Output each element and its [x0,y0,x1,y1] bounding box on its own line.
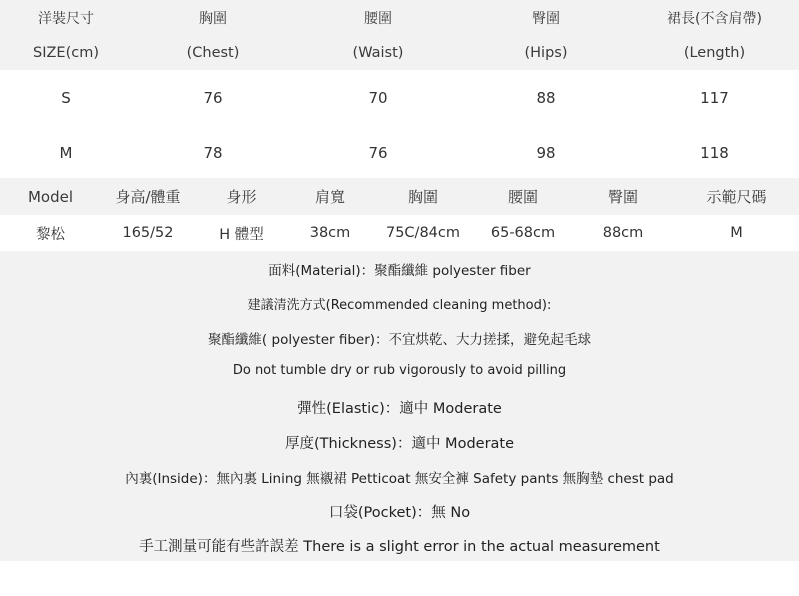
header-cell: SIZE(cm) [33,45,99,61]
header-cell: 裙長(不含肩帶) [667,11,762,27]
table-cell: 88cm [602,225,644,241]
product-info-block [0,251,799,561]
material-line: 面料(Material)：聚酯纖維 polyester fiber [268,263,531,279]
table-cell: 118 [700,143,729,162]
cleaning-en-line: Do not tumble dry or rub vigorously to avoid pilling [232,363,567,378]
table-cell: 70 [368,88,388,107]
header-cell: 胸圍 [199,11,227,27]
header-cell: 腰圍 [364,11,392,27]
cleaning-cn-line: 聚酯纖維( polyester fiber)：不宜烘乾、大力搓揉，避免起毛球 [207,332,592,348]
table-cell: S [61,88,71,107]
table-cell: H 體型 [219,226,264,243]
inside-line: 內裏(Inside)：無內裏 Lining 無襯裙 Petticoat 無安全褲 Safety pants 無胸墊 chest pad [125,471,674,487]
header-cell: 身形 [226,188,257,206]
table-cell: 76 [368,143,388,162]
size-table-header-cn [0,0,799,36]
table-cell: 75C/84cm [385,225,460,241]
header-cell: (Hips) [524,45,568,61]
size-table [0,0,799,180]
table-cell: M [730,225,743,241]
header-cell: 臀圍 [532,11,560,27]
table-cell: 65-68cm [490,225,556,241]
table-cell: 76 [203,88,223,107]
table-cell: 98 [536,143,556,162]
measurement-note-line: 手工測量可能有些許誤差 There is a slight error in the actual measurement [139,539,660,555]
header-cell: 腰圍 [507,188,538,206]
size-table-header-en [0,36,799,70]
table-cell: 165/52 [122,225,174,241]
table-row [0,125,799,180]
table-cell: 117 [700,88,729,107]
table-cell: 88 [536,88,556,107]
table-row [0,70,799,125]
header-cell: (Chest) [186,45,240,61]
cleaning-title-line: 建議清洗方式(Recommended cleaning method): [247,298,552,313]
pocket-line: 口袋(Pocket)：無 No [328,505,471,521]
header-cell: Model [27,187,74,206]
header-cell: 身高/體重 [115,188,181,206]
header-cell: 胸圍 [407,188,438,206]
header-cell: 臀圍 [607,188,638,206]
header-cell: 洋裝尺寸 [38,11,94,27]
table-cell: 38cm [309,225,351,241]
elastic-line: 彈性(Elastic)：適中 Moderate [297,401,502,417]
thickness-line: 厚度(Thickness)：適中 Moderate [284,436,515,452]
header-cell: (Length) [683,45,746,61]
model-table-header [0,178,799,215]
table-row [0,215,799,251]
header-cell: (Waist) [352,45,404,61]
header-cell: 示範尺碼 [706,188,767,206]
model-table [0,178,799,251]
table-cell: M [59,143,73,162]
table-cell: 黎松 [36,226,65,243]
header-cell: 肩寬 [314,188,345,206]
table-cell: 78 [203,143,223,162]
